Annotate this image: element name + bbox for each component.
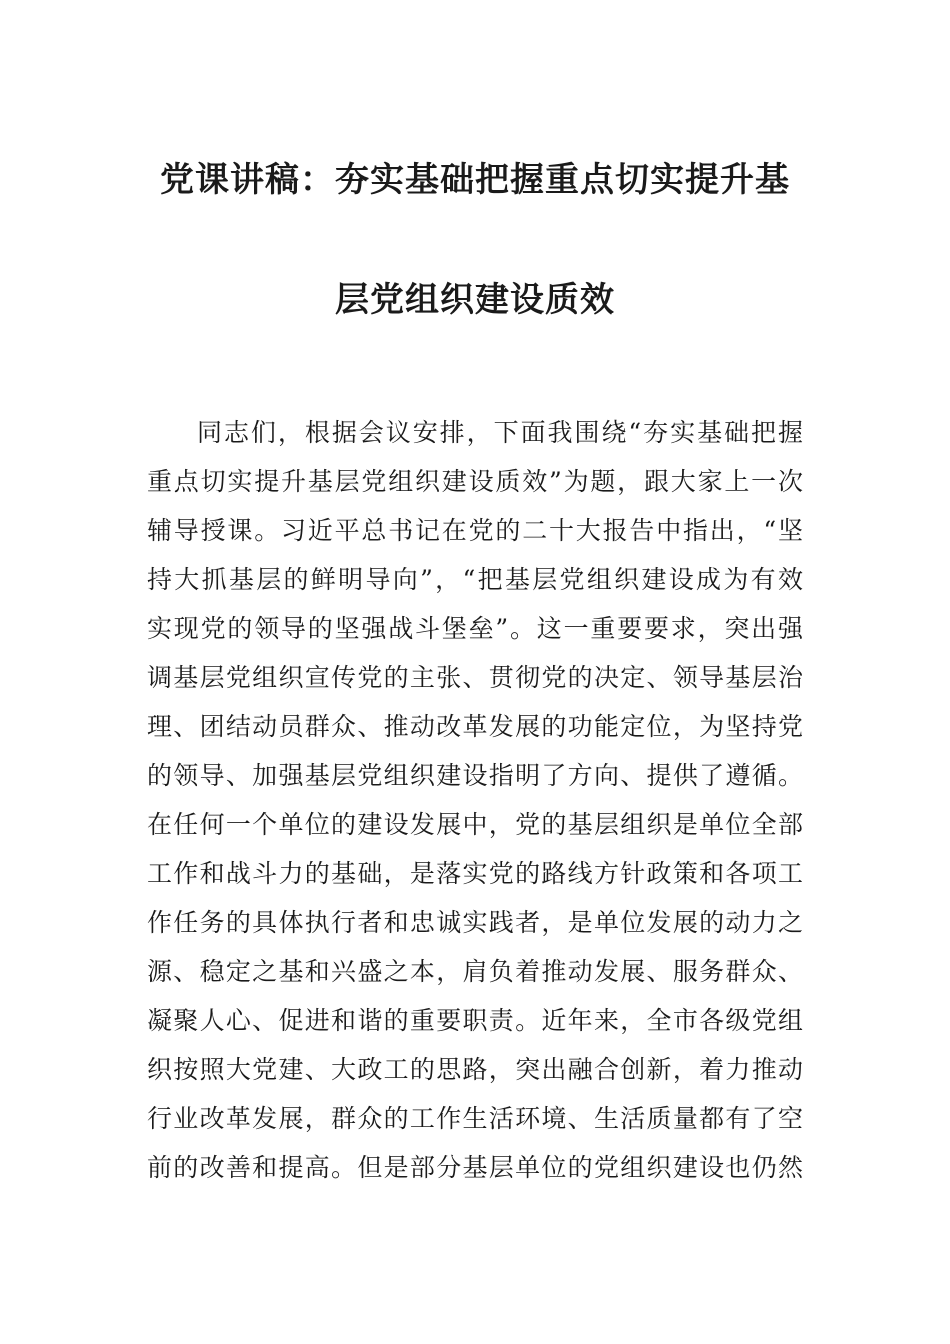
paragraph-line: 工作和战斗力的基础，是落实党的路线方针政策和各项工 [147,859,803,888]
paragraph-line: 织按照大党建、大政工的思路，突出融合创新，着力推动 [147,1055,803,1084]
paragraph-line: 理、团结动员群众、推动改革发展的功能定位，为坚持党 [147,712,803,741]
title-line-2: 层党组织建设质效 [335,280,615,320]
paragraph-line: 凝聚人心、促进和谐的重要职责。近年来，全市各级党组 [147,1006,803,1035]
paragraph-line: 行业改革发展，群众的工作生活环境、生活质量都有了空 [147,1104,803,1133]
paragraph-line: 实现党的领导的坚强战斗堡垒”。这一重要要求，突出强 [147,614,803,643]
paragraph-line: 源、稳定之基和兴盛之本，肩负着推动发展、服务群众、 [147,957,803,986]
paragraph-line: 调基层党组织宣传党的主张、贯彻党的决定、领导基层治 [147,663,803,692]
paragraph-line: 前的改善和提高。但是部分基层单位的党组织建设也仍然 [147,1153,803,1182]
paragraph-line: 作任务的具体执行者和忠诚实践者，是单位发展的动力之 [147,908,803,937]
paragraph-line: 同志们，根据会议安排，下面我围绕“夯实基础把握 [197,418,803,447]
paragraph-line: 在任何一个单位的建设发展中，党的基层组织是单位全部 [147,810,803,839]
paragraph-line: 辅导授课。习近平总书记在党的二十大报告中指出，“坚 [147,516,803,545]
paragraph-line: 重点切实提升基层党组织建设质效”为题，跟大家上一次 [147,467,803,496]
paragraph-line: 的领导、加强基层党组织建设指明了方向、提供了遵循。 [147,761,803,790]
paragraph-line: 持大抓基层的鲜明导向”，“把基层党组织建设成为有效 [147,565,803,594]
title-line-1: 党课讲稿：夯实基础把握重点切实提升基 [160,160,790,200]
